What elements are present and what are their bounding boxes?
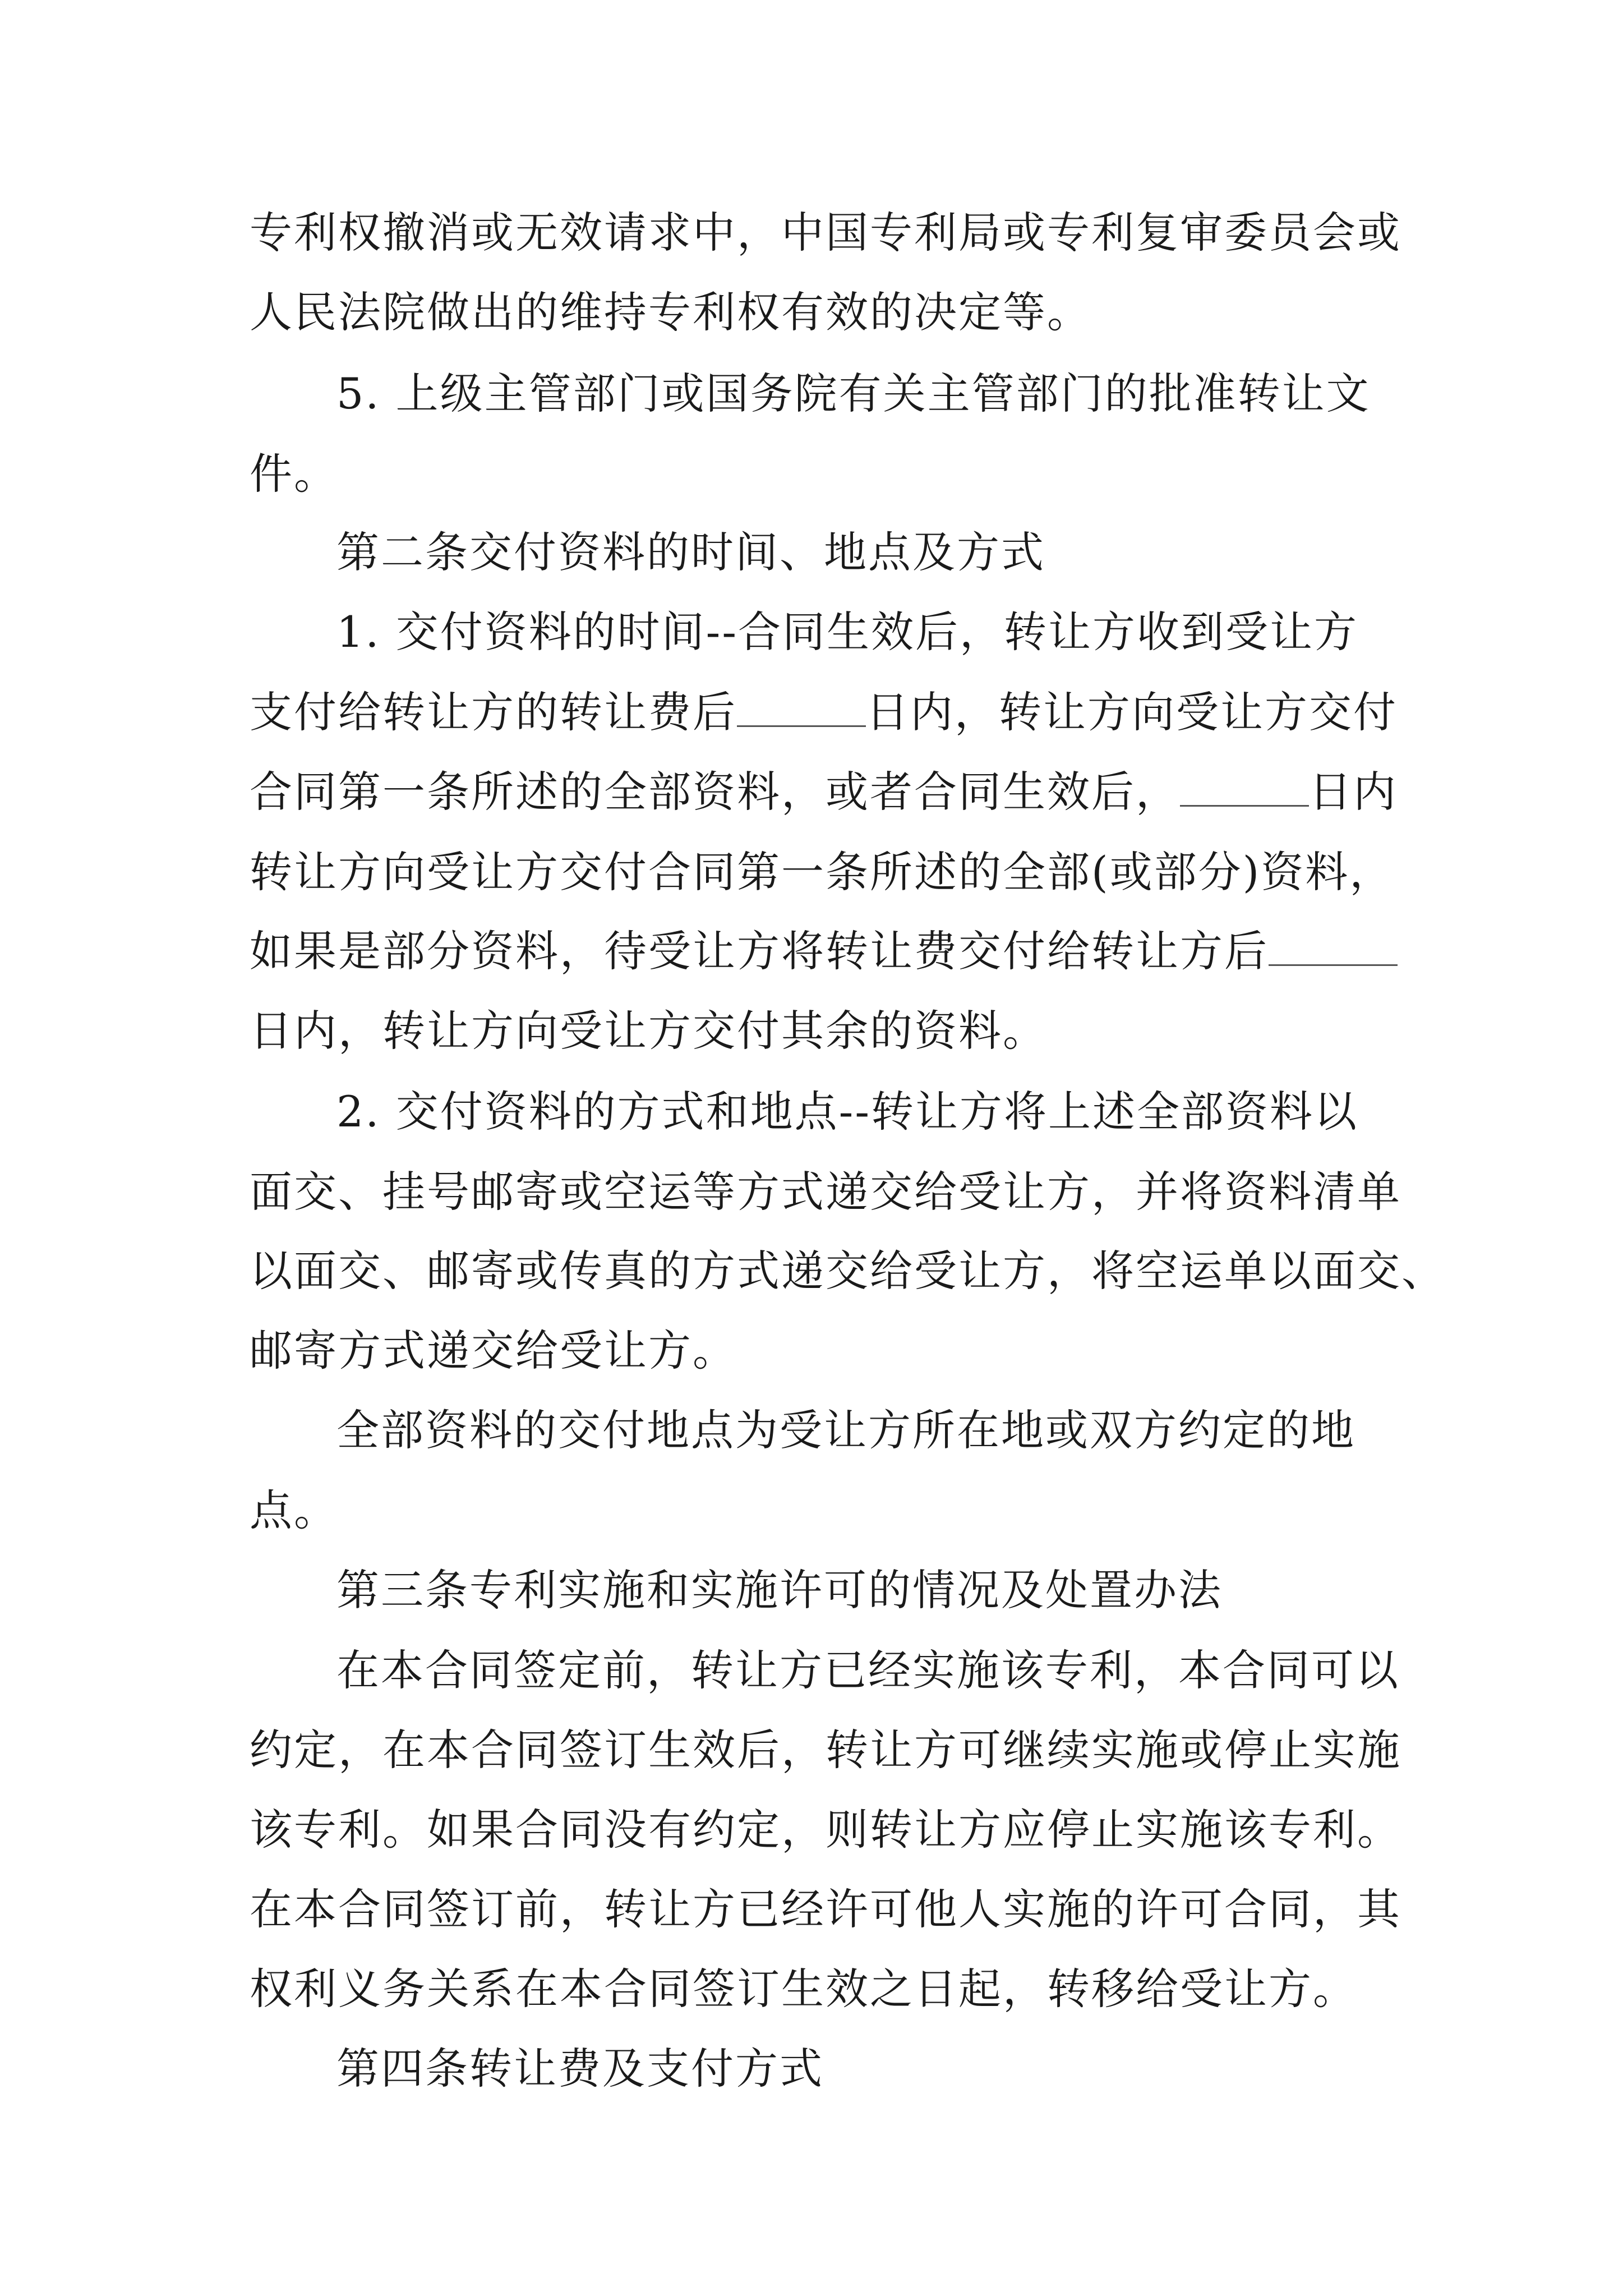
text-run: 1. 交付资料的时间--合同生效后，转让方收到受让方 [336,607,1359,657]
text-run: 邮寄方式递交给受让方。 [250,1326,737,1375]
body-line [336,1084,1394,1140]
text-run: 专利权撤消或无效请求中，中国专利局或专利复审委员会或 [250,208,1401,257]
body-line [250,446,1394,502]
text-run: 该专利。如果合同没有约定，则转让方应停止实施该专利。 [250,1805,1401,1855]
body-line [250,1881,1401,1938]
body-line [250,923,1394,979]
text-run: 支付给转让方的转让费后 [250,687,737,737]
body-line [250,1802,1401,1858]
text-run: 面交、挂号邮寄或空运等方式递交给受让方，并将资料清单 [250,1167,1401,1217]
section-heading [336,1562,1394,1618]
body-line [250,284,1394,341]
text-run: 第二条交付资料的时间、地点及方式 [336,527,1045,577]
text-run: 以面交、邮寄或传真的方式递交给受让方，将空运单以面交、 [250,1246,1446,1296]
text-run: 转让方向受让方交付合同第一条所述的全部(或部分)资料， [250,847,1394,897]
fill-in-blank [737,688,866,727]
text-run: 5. 上级主管部门或国务院有关主管部门的批准转让文 [336,369,1371,418]
body-line [250,1323,1394,1379]
text-run: 人民法院做出的维持专利权有效的决定等。 [250,287,1091,337]
body-line [336,1402,1394,1458]
text-run: 全部资料的交付地点为受让方所在地或双方约定的地 [336,1405,1355,1455]
body-line [250,205,1401,261]
text-run: 如果是部分资料，待受让方将转让费交付给转让方后 [250,926,1269,976]
body-line [250,764,1398,820]
text-run: 第三条专利实施和实施许可的情况及处置办法 [336,1565,1223,1615]
body-line [250,1003,1394,1059]
body-line [250,1483,1394,1539]
text-run: 点。 [250,1485,338,1535]
text-run: 2. 交付资料的方式和地点--转让方将上述全部资料以 [336,1087,1359,1137]
body-line [336,1642,1400,1699]
body-line [336,604,1394,660]
section-heading [336,2041,1394,2097]
body-line [250,844,1394,900]
body-line [250,684,1398,740]
text-run: 权利义务关系在本合同签订生效之日起，转移给受让方。 [250,1964,1357,2014]
text-run: 约定，在本合同签订生效后，转让方可继续实施或停止实施 [250,1725,1401,1775]
text-run: 件。 [250,449,338,499]
section-heading [336,524,1394,581]
text-run: 日内，转让方向受让方交付其余的资料。 [250,1006,1047,1056]
text-run: 日内 [1309,767,1398,817]
body-line [250,1164,1401,1220]
text-run: 日内，转让方向受让方交付 [866,687,1398,737]
text-run: 第四条转让费及支付方式 [336,2044,824,2093]
fill-in-blank [1180,768,1309,807]
fill-in-blank [1269,927,1398,966]
body-line [250,1722,1401,1778]
text-run: 在本合同签定前，转让方已经实施该专利，本合同可以 [336,1645,1400,1695]
body-line [250,1243,1446,1299]
text-run: 合同第一条所述的全部资料，或者合同生效后， [250,767,1180,817]
body-line [336,366,1394,422]
body-line [250,1961,1394,2017]
text-run: 在本合同签订前，转让方已经许可他人实施的许可合同，其 [250,1884,1401,1934]
